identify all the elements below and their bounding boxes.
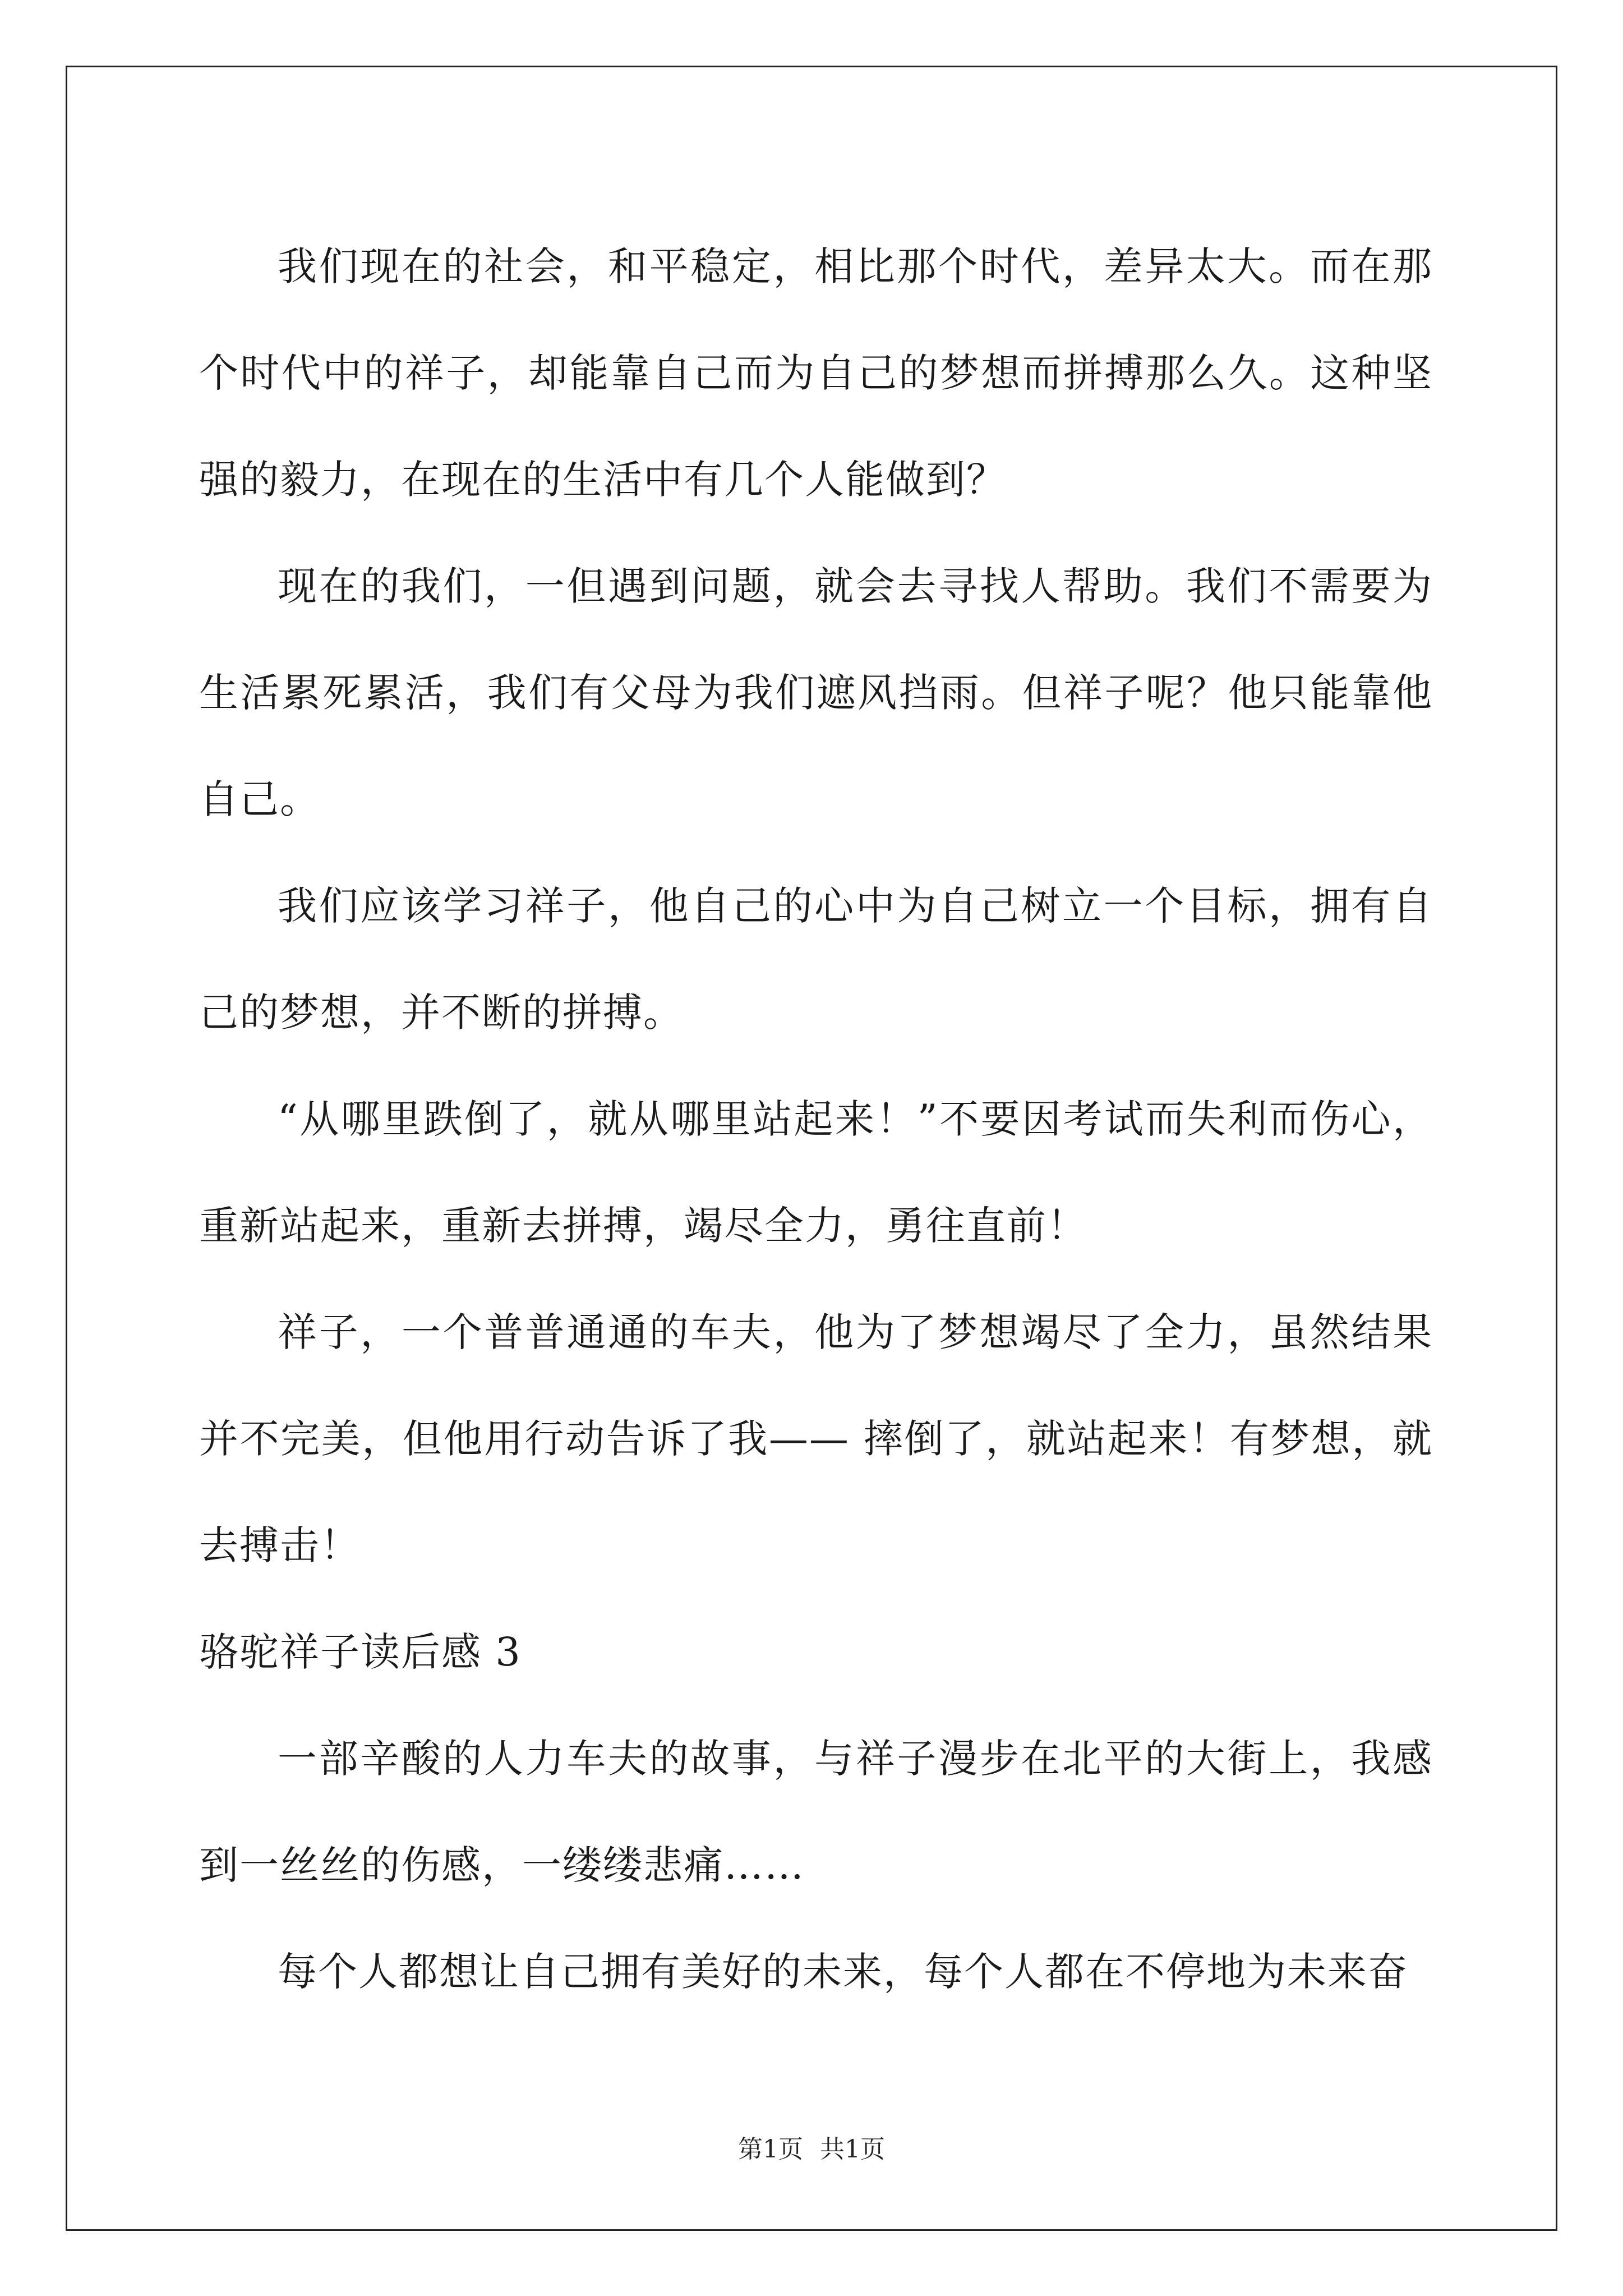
document-body	[199, 213, 1433, 2025]
paragraph: “从哪里跌倒了，就从哪里站起来！”不要因考试而失利而伤心，重新站起来，重新去拼搏，竭尽全力，勇往直前！	[199, 1096, 1433, 1249]
paragraph: 一部辛酸的人力车夫的故事，与祥子漫步在北平的大街上，我感到一丝丝的伤感，一缕缕悲痛……	[199, 1736, 1433, 1888]
page-number: 第1页	[738, 2135, 803, 2164]
paragraph: 祥子，一个普普通通的车夫，他为了梦想竭尽了全力，虽然结果并不完美，但他用行动告诉了我—— 摔倒了，就站起来！有梦想，就去搏击！	[199, 1309, 1433, 1568]
paragraph: 我们应该学习祥子，他自己的心中为自己树立一个目标，拥有自己的梦想，并不断的拼搏。	[199, 883, 1433, 1036]
page-total: 共1页	[820, 2135, 885, 2164]
section-heading: 骆驼祥子读后感 3	[199, 1629, 522, 1675]
page-footer	[0, 2129, 1623, 2165]
paragraph: 每个人都想让自己拥有美好的未来，每个人都在不停地为未来奋	[278, 1949, 1408, 1995]
paragraph: 我们现在的社会，和平稳定，相比那个时代，差异太大。而在那个时代中的祥子，却能靠自己而为自己的梦想而拼搏那么久。这种坚强的毅力，在现在的生活中有几个人能做到？	[199, 243, 1433, 503]
paragraph: 现在的我们，一但遇到问题，就会去寻找人帮助。我们不需要为生活累死累活，我们有父母为我们遮风挡雨。但祥子呢？他只能靠他自己。	[199, 563, 1433, 822]
